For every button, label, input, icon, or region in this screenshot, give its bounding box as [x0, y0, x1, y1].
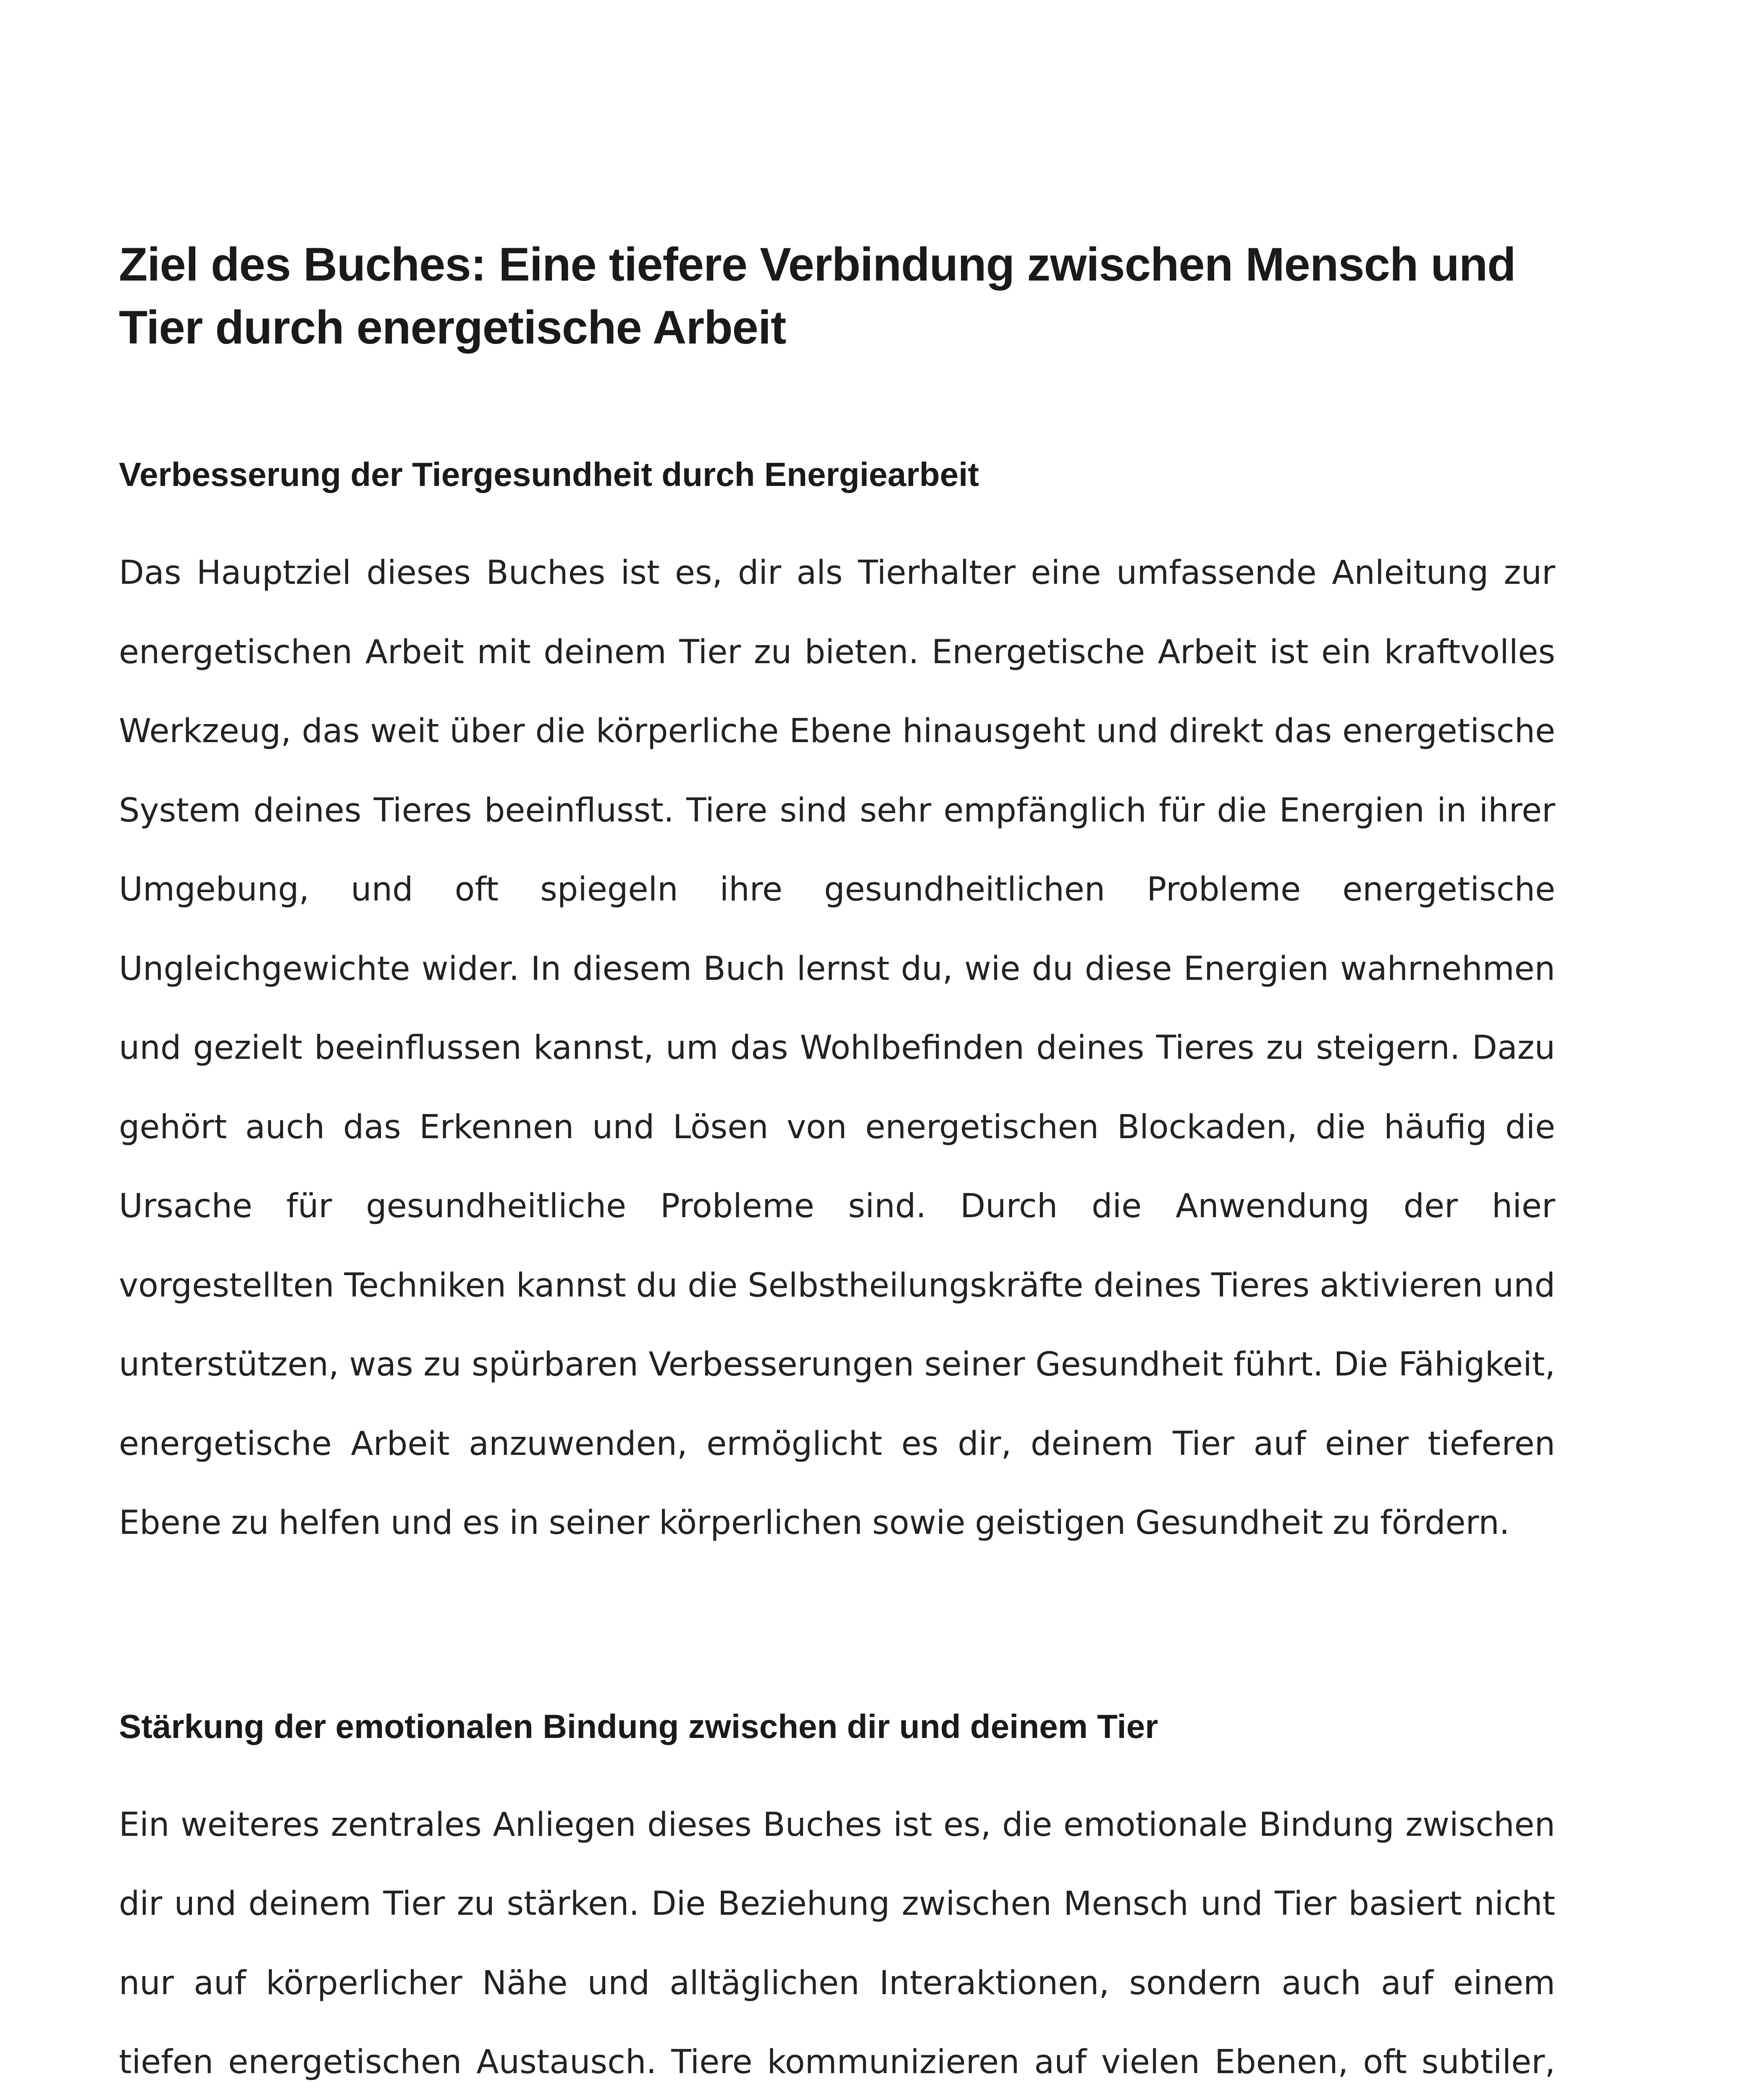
- section-paragraph-bindung: Ein weiteres zentrales Anliegen dieses Buches ist es, die emotionale Bindung zwischen dir und deinem Tier zu stärken. Die Beziehung zwischen Mensch und Tier basiert nicht nur auf körperlicher Nähe und alltäglichen Interaktionen, sondern auch auf einem tiefen energetischen Austausch. Tiere kommunizieren auf vielen Ebenen, oft subtiler,: [119, 1806, 1555, 2081]
- chapter-title: Ziel des Buches: Eine tiefere Verbindung zwischen Mensch und Tier durch energetische Arbeit: [119, 238, 1516, 354]
- section-paragraph-tiergesundheit: Das Hauptziel dieses Buches ist es, dir als Tierhalter eine umfassende Anleitung zur energetischen Arbeit mit deinem Tier zu bieten. Energetische Arbeit ist ein kraftvolles Werkzeug, das weit über die körperliche Ebene hinausgeht und direkt das energetische System deines Tieres beeinflusst. Tiere sind sehr empfänglich für die Energien in ihrer Umgebung, und oft spiegeln ihre gesundheitlichen Probleme energetische Ungleichgewichte wider. In diesem Buch lernst du, wie du diese Energien wahrnehmen und gezielt beeinflussen kannst, um das Wohlbefinden deines Tieres zu steigern. Dazu gehört auch das Erkennen und Lösen von energetischen Blockaden, die häufig die Ursache für gesundheitliche Probleme sind. Durch die Anwendung der hier vorgestellten Techniken kannst du die Selbstheilungskräfte deines Tieres aktivieren und unterstützen, was zu spürbaren Verbesserungen seiner Gesundheit führt. Die Fähigkeit, energetische Arbeit anzuwenden, ermöglicht es dir, deinem Tier auf einer tieferen Ebene zu helfen und es in seiner körperlichen sowie geistigen Gesundheit zu fördern.: [119, 554, 1555, 1542]
- section-heading-tiergesundheit: Verbesserung der Tiergesundheit durch Energiearbeit: [119, 456, 979, 493]
- section-heading-bindung: Stärkung der emotionalen Bindung zwischen dir und deinem Tier: [119, 1707, 1158, 1745]
- page-content: [119, 233, 1555, 2100]
